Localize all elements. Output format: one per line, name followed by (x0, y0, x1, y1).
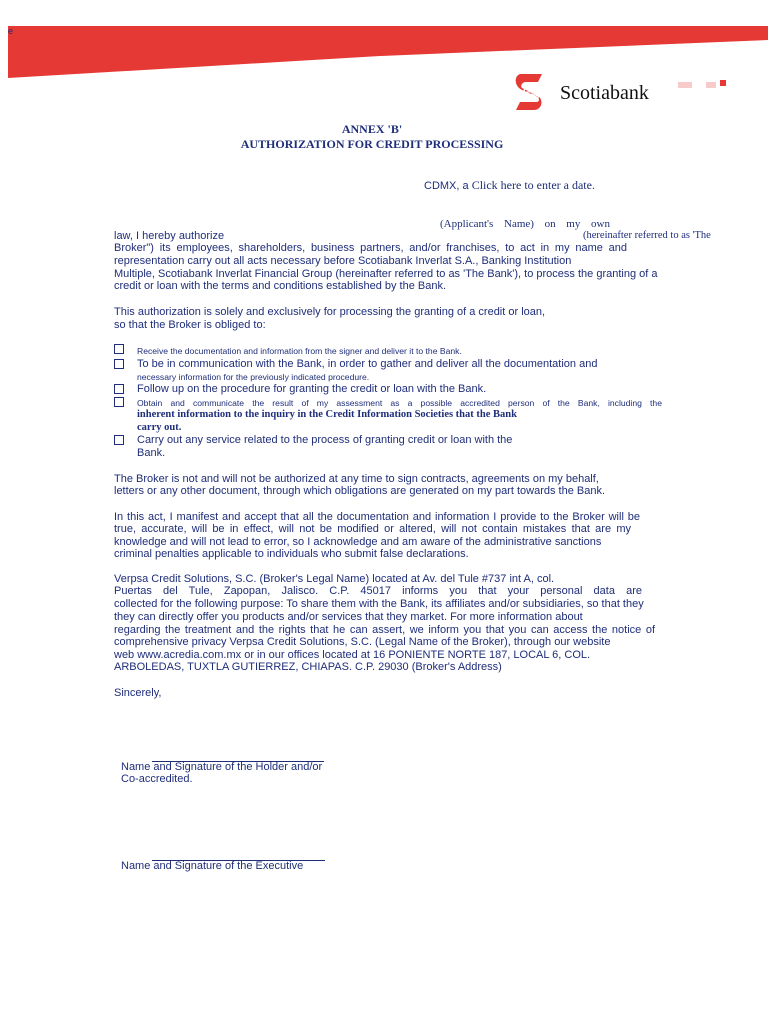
obligation-item: Carry out any service related to the process of granting credit or loan with the (137, 434, 513, 446)
holder-signature-label: Co-accredited. (121, 773, 193, 785)
logo-accent (672, 76, 728, 102)
applicant-name-field: (Applicant's Name) on my own (440, 218, 610, 230)
annex-heading: ANNEX 'B' (341, 122, 403, 136)
checkbox-bullet-icon (114, 359, 124, 369)
executive-signature-label: Name and Signature of the Executive (121, 860, 304, 872)
restriction-line: letters or any other document, through which obligations are generated on my part towards the Bank. (114, 485, 606, 497)
document-title: AUTHORIZATION FOR CREDIT PROCESSING (240, 137, 504, 151)
closing-salutation: Sincerely, (114, 687, 162, 699)
intro-line: credit or loan with the terms and conditions established by the Bank. (114, 280, 447, 292)
obligation-item-continued: Bank. (137, 447, 166, 459)
corner-mark: e (8, 26, 14, 36)
privacy-line: ARBOLEDAS, TUXTLA GUTIERREZ, CHIAPAS. C.P. 29030 (Broker's Address) (114, 661, 502, 673)
privacy-line: web www.acredia.com.mx or in our offices located at 16 PONIENTE NORTE 187, LOCAL 6, COL. (114, 649, 591, 661)
checkbox-bullet-icon (114, 384, 124, 394)
obligation-item-continued: necessary information for the previously indicated procedure. (137, 372, 370, 382)
scotiabank-wordmark: Scotiabank (560, 82, 649, 104)
privacy-line: Verpsa Credit Solutions, S.C. (Broker's Legal Name) located at Av. del Tule #737 int A, col. (114, 573, 555, 585)
obligation-item: Follow up on the procedure for granting the credit or loan with the Bank. (137, 383, 487, 395)
privacy-line: comprehensive privacy Verpsa Credit Solutions, S.C. (Legal Name of the Broker), through our website (114, 636, 611, 648)
privacy-line: they can directly offer you products and/or services that they market. For more information about (114, 611, 583, 623)
intro-line: Multiple, Scotiabank Inverlat Financial Group (hereinafter referred to as 'The Bank'), to process the granting of a (114, 268, 658, 280)
holder-signature-label: Name and Signature of the Holder and/or (121, 761, 323, 773)
declaration-line: criminal penalties applicable to individuals who submit false declarations. (114, 548, 469, 560)
declaration-line: true, accurate, will be in effect, will not be modified or altered, will not contain mistakes that are my (114, 523, 631, 535)
intro-line: (hereinafter referred to as 'The (583, 230, 711, 241)
declaration-line: knowledge and will not lead to error, so I acknowledge and am aware of the administrative sanctions (114, 536, 602, 548)
privacy-line: collected for the following purpose: To share them with the Bank, its affiliates and/or subsidiaries, so that they (114, 598, 644, 610)
scotiabank-logo (512, 72, 724, 112)
obligation-item: To be in communication with the Bank, in order to gather and deliver all the documentation and (137, 358, 598, 370)
obligation-item-continued: carry out. (137, 422, 182, 433)
purpose-line: so that the Broker is obliged to: (114, 319, 266, 331)
obligation-item: Receive the documentation and information from the signer and deliver it to the Bank. (137, 346, 462, 356)
purpose-line: This authorization is solely and exclusively for processing the granting of a credit or loan, (114, 306, 546, 318)
date-field[interactable]: Click here to enter a date. (471, 178, 595, 192)
intro-line: representation carry out all acts necessary before Scotiabank Inverlat S.A., Banking Institution (114, 255, 572, 267)
restriction-line: The Broker is not and will not be authorized at any time to sign contracts, agreements on my behalf, (114, 473, 599, 485)
privacy-line: Puertas del Tule, Zapopan, Jalisco. C.P. 45017 informs you that your personal data are (114, 585, 642, 597)
date-prefix: CDMX, a (424, 180, 472, 192)
checkbox-bullet-icon (114, 435, 124, 445)
date-line (424, 179, 595, 193)
checkbox-bullet-icon (114, 397, 124, 407)
intro-line: Broker") its employees, shareholders, business partners, and/or franchises, to act in my name and (114, 242, 627, 254)
privacy-line: regarding the treatment and the rights that he can assert, we inform you that you can access the notice of (114, 624, 655, 636)
obligation-item: Obtain and communicate the result of my assessment as a possible accredited person of the Bank, including the (137, 398, 662, 408)
declaration-line: In this act, I manifest and accept that all the documentation and information I provide to the Broker will be (114, 511, 640, 523)
scotiabank-emblem-icon (512, 72, 552, 112)
intro-line: law, I hereby authorize (114, 230, 225, 242)
checkbox-bullet-icon (114, 344, 124, 354)
obligation-item-continued: inherent information to the inquiry in the Credit Information Societies that the Bank (137, 409, 517, 420)
